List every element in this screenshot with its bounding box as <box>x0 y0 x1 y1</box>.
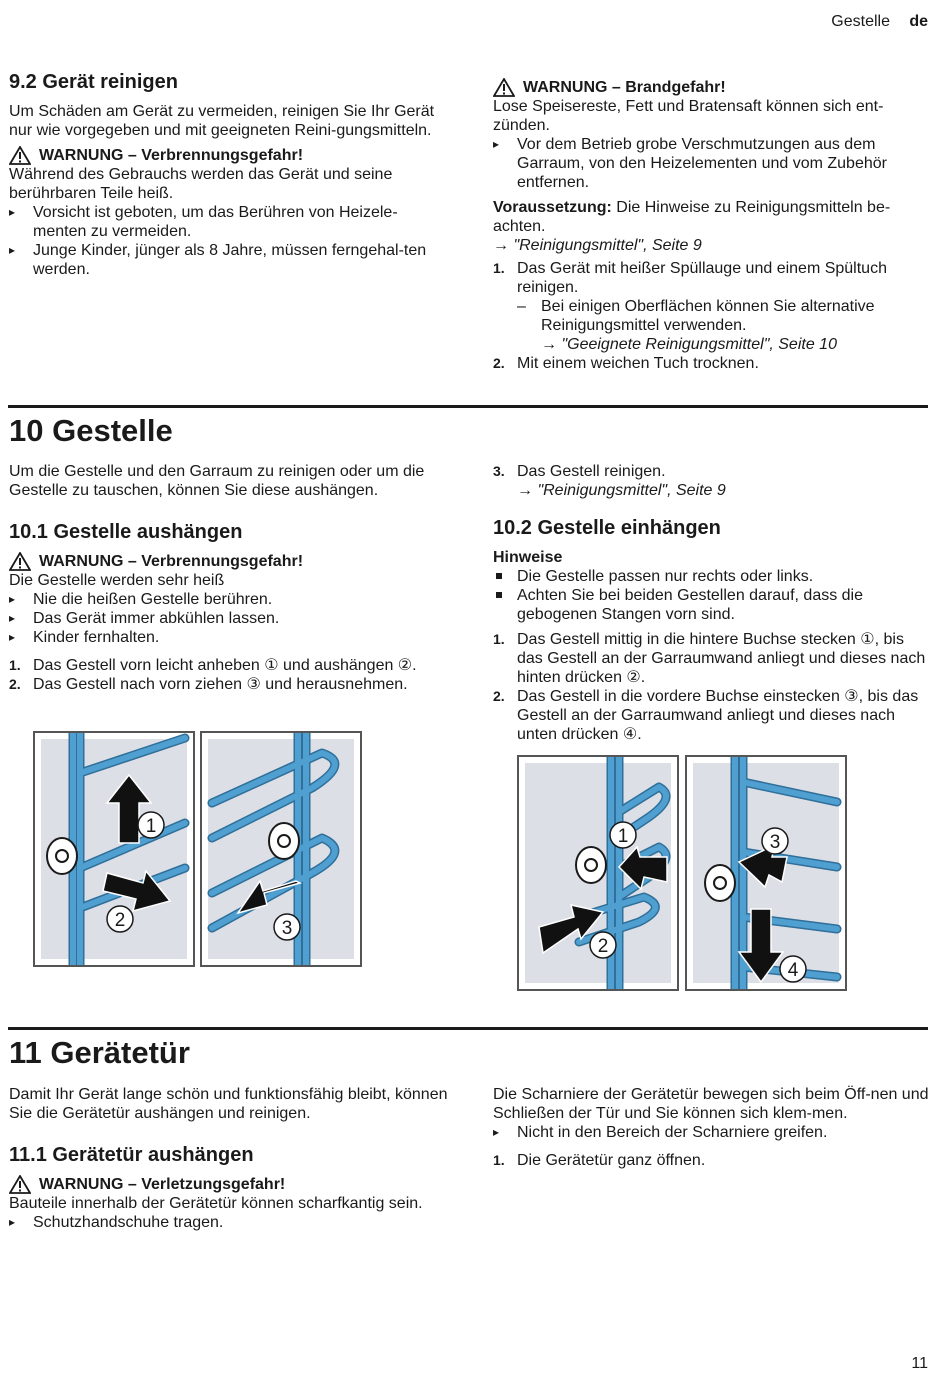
step-label-2 <box>107 906 133 932</box>
warning-rack-burn <box>9 552 449 571</box>
sub-item-dash: – <box>517 298 526 315</box>
hinge-warning-text: Die Scharniere der Gerätetür bewegen sich beim Öff-nen und Schließen der Tür und Sie können sich klem-men. <box>493 1086 929 1122</box>
svg-text:3: 3 <box>281 918 293 939</box>
step-item <box>9 675 449 694</box>
warning-burn <box>9 146 449 165</box>
section-11-1-title: 11.1 Gerätetür aushängen <box>9 1144 254 1166</box>
list-item: ▸ Kinder fernhalten. <box>9 628 449 647</box>
step-number: 2. <box>493 355 505 371</box>
warning-triangle-icon <box>9 552 31 571</box>
step-label-3 <box>274 914 300 940</box>
warning-triangle-icon <box>9 146 31 165</box>
step-item <box>493 259 933 354</box>
list-item: Achten Sie bei beiden Gestellen darauf, dass die gebogenen Stangen vorn sind. <box>493 586 933 624</box>
step-item <box>493 687 933 744</box>
list-item: ▸ Schutzhandschuhe tragen. <box>9 1213 449 1232</box>
warning-fire-title: WARNUNG – Brandgefahr! <box>523 79 726 96</box>
step-item <box>493 354 933 373</box>
list-item: ▸ Vor dem Betrieb grobe Verschmutzungen aus dem Garraum, von den Heizelementen und vom Zubehör entfernen. <box>493 135 933 192</box>
warning-rack-burn-title: WARNUNG – Verbrennungsgefahr! <box>39 553 304 570</box>
chapter-11-title: 11 Gerätetür <box>9 1035 190 1070</box>
socket-icon <box>47 838 77 874</box>
warning-injury-text: Bauteile innerhalb der Gerätetür können scharfkantig sein. <box>9 1195 423 1212</box>
step-number: 1. <box>9 657 21 673</box>
socket-icon <box>576 847 606 883</box>
cross-reference[interactable]: → "Geeignete Reinigungsmittel", Seite 10 <box>541 336 837 353</box>
socket-icon <box>705 865 735 901</box>
step-label-3 <box>762 828 788 854</box>
rack-lift-illustration <box>35 733 193 965</box>
svg-text:4: 4 <box>787 960 799 981</box>
list-item: ▸ Junge Kinder, jünger als 8 Jahre, müssen ferngehal-ten werden. <box>9 241 449 279</box>
warning-burn-text: Während des Gebrauchs werden das Gerät und seine berührbaren Teile heiß. <box>9 166 393 202</box>
step-item <box>9 656 449 675</box>
svg-text:2: 2 <box>597 936 609 957</box>
prerequisite-label: Voraussetzung: <box>493 199 612 216</box>
section-10-left <box>9 462 449 694</box>
step-text: Das Gestell vorn leicht anheben ① und aushängen ②. <box>33 657 417 674</box>
step-label-1 <box>138 812 164 838</box>
step-number: 1. <box>493 631 505 647</box>
warning-injury <box>9 1175 449 1194</box>
section-9-2-intro: Um Schäden am Gerät zu vermeiden, reinigen Sie Ihr Gerät nur wie vorgegeben und mit geeigneten Reini-gungsmitteln. <box>9 103 435 139</box>
chapter-rule <box>8 405 928 408</box>
sub-item <box>517 297 933 354</box>
chapter-10-intro: Um die Gestelle und den Garraum zu reinigen oder um die Gestelle zu tauschen, können Sie diese aushängen. <box>9 463 425 499</box>
svg-text:3: 3 <box>769 832 781 853</box>
step-text: Das Gestell in die vordere Buchse einstecken ③, bis das Gestell an der Garraumwand anliegt und dieses nach unten drücken ④. <box>517 688 919 743</box>
step-item <box>493 462 933 500</box>
step-text: Die Gerätetür ganz öffnen. <box>517 1152 706 1169</box>
rack-pull-illustration <box>202 733 360 965</box>
figure-rack-lift <box>33 731 195 967</box>
section-10-2-title: 10.2 Gestelle einhängen <box>493 517 721 539</box>
page-number: 11 <box>911 1355 928 1372</box>
warning-fire <box>493 78 933 97</box>
step-item <box>493 630 933 687</box>
sub-item-text: Bei einigen Oberflächen können Sie alternative Reinigungsmittel verwenden. <box>541 298 875 334</box>
list-item: ▸ Vorsicht ist geboten, um das Berühren von Heizele-menten zu vermeiden. <box>9 203 449 241</box>
cross-reference[interactable]: → "Reinigungsmittel", Seite 9 <box>493 237 702 254</box>
warning-fire-text: Lose Speisereste, Fett und Bratensaft können sich ent-zünden. <box>493 98 884 134</box>
section-11-right <box>493 1085 933 1170</box>
step-label-1 <box>610 822 636 848</box>
step-item <box>493 1151 933 1170</box>
figure-rack-pull <box>200 731 362 967</box>
step-number: 2. <box>9 676 21 692</box>
list-item: ▸ Nie die heißen Gestelle berühren. <box>9 590 449 609</box>
list-item: ▸ Das Gerät immer abkühlen lassen. <box>9 609 449 628</box>
section-9-2-title: 9.2 Gerät reinigen <box>9 71 178 93</box>
socket-icon <box>269 823 299 859</box>
rack-insert-front-illustration <box>687 757 845 989</box>
section-11-left <box>9 1085 449 1232</box>
figure-rack-insert-front <box>685 755 847 991</box>
step-text: Mit einem weichen Tuch trocknen. <box>517 355 759 372</box>
chapter-10-title: 10 Gestelle <box>9 413 173 448</box>
notes-title: Hinweise <box>493 549 563 566</box>
svg-text:1: 1 <box>145 816 157 837</box>
section-9-2-left <box>9 70 449 279</box>
warning-triangle-icon <box>9 1175 31 1194</box>
cross-reference[interactable]: → "Reinigungsmittel", Seite 9 <box>517 482 726 499</box>
step-number: 1. <box>493 1152 505 1168</box>
step-text: Das Gerät mit heißer Spüllauge und einem Spültuch reinigen. <box>517 260 887 296</box>
step-text: Das Gestell mittig in die hintere Buchse stecken ①, bis das Gestell an der Garraumwand anliegt und dieses nach hinten drücken ②. <box>517 631 926 686</box>
running-header-section: Gestelle <box>831 13 890 30</box>
section-10-right <box>493 462 933 744</box>
section-9-2-right <box>493 78 933 373</box>
section-10-1-title: 10.1 Gestelle aushängen <box>9 521 243 543</box>
list-item: ▸ Nicht in den Bereich der Scharniere greifen. <box>493 1123 933 1142</box>
prerequisite <box>493 198 933 236</box>
step-number: 2. <box>493 688 505 704</box>
rack-insert-back-illustration <box>519 757 677 989</box>
step-number: 1. <box>493 260 505 276</box>
step-label-2 <box>590 932 616 958</box>
chapter-rule <box>8 1027 928 1030</box>
warning-triangle-icon <box>493 78 515 97</box>
step-text: Das Gestell reinigen. <box>517 463 666 480</box>
step-number: 3. <box>493 463 505 479</box>
prerequisite-text: Die Hinweise zu Reinigungsmitteln be-achten. <box>493 199 891 235</box>
svg-text:2: 2 <box>114 910 126 931</box>
warning-injury-title: WARNUNG – Verletzungsgefahr! <box>39 1176 286 1193</box>
warning-burn-title: WARNUNG – Verbrennungsgefahr! <box>39 147 304 164</box>
warning-rack-burn-text: Die Gestelle werden sehr heiß <box>9 572 225 589</box>
step-label-4 <box>780 956 806 982</box>
chapter-11-intro: Damit Ihr Gerät lange schön und funktionsfähig bleibt, können Sie die Gerätetür aushängen und reinigen. <box>9 1086 448 1122</box>
figure-rack-insert-back <box>517 755 679 991</box>
step-text: Das Gestell nach vorn ziehen ③ und herausnehmen. <box>33 676 408 693</box>
svg-text:1: 1 <box>617 826 629 847</box>
list-item: Die Gestelle passen nur rechts oder links. <box>493 567 933 586</box>
running-header-language: de <box>909 13 928 30</box>
